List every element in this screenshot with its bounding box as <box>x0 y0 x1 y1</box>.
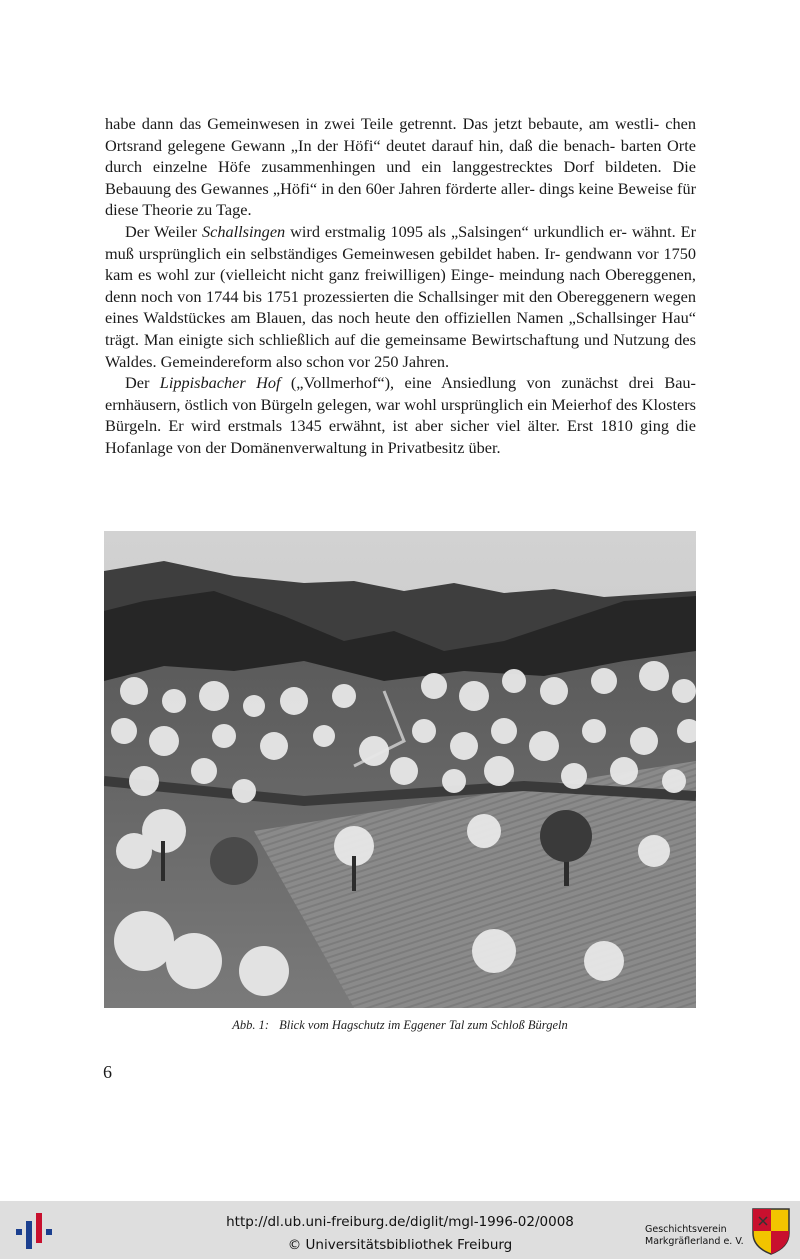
text-line: schließlich auf die gemeinsame Bewirtschaftung und Nutzung des Waldes. <box>105 329 696 371</box>
text-line: bildeten. Die Bebauung des Gewannes „Höfi“ in den 60er Jahren förderte aller- <box>105 157 696 198</box>
text-line: („Vollmerhof“), eine Ansiedlung von zunächst drei Bau- <box>280 373 696 393</box>
text-line: habe dann das Gemeinwesen in zwei Teile getrennt. Das jetzt bebaute, am westli- <box>105 114 660 133</box>
page-number: 6 <box>103 1062 112 1082</box>
text-line: wähnt. Er muß ursprünglich ein selbständiges Gemeinwesen gebildet haben. Ir- <box>105 221 697 263</box>
text-line: noch heute den offiziellen Namen „Schallsinger Hau“ trägt. Man einigte sich <box>105 308 696 349</box>
text-line: barten Orte durch einzelne Höfe zusammenhingen und ein langgestrecktes Dorf <box>105 135 696 177</box>
coat-of-arms-icon <box>751 1207 791 1255</box>
landscape-photo <box>104 531 696 1008</box>
paragraph-1 <box>105 113 696 221</box>
source-url-link[interactable]: http://dl.ub.uni-freiburg.de/diglit/mgl-1996-02/0008 <box>226 1214 574 1230</box>
text-line: wird erstmalig 1095 als „Salsingen“ urkundlich er- <box>285 221 627 241</box>
copyright-notice: © Universitätsbibliothek Freiburg <box>287 1237 513 1253</box>
society-name <box>645 1224 744 1248</box>
text-line: Klosters Bürgeln. Er wird erstmals 1345 erwähnt, ist aber sicher viel älter. Erst <box>105 394 696 436</box>
caption-text: Blick vom Hagschutz im Eggener Tal zum Schloß Bürgeln <box>279 1018 568 1032</box>
caption-label: Abb. 1: <box>232 1018 270 1032</box>
society-line: Markgräflerland e. V. <box>645 1236 744 1247</box>
text-line: chen Ortsrand gelegene Gewann „In der Höfi“ deutet darauf hin, daß die benach- <box>105 114 696 155</box>
footer-bar <box>0 1201 800 1259</box>
text-line: Schallsinger mit den Obereggenern wegen eines Waldstückes am Blauen, das <box>105 286 696 328</box>
society-line: Geschichtsverein <box>645 1224 727 1235</box>
figure-caption <box>0 1018 800 1033</box>
place-name-italic: Lippisbacher Hof <box>159 373 281 393</box>
text-line: Gemeindereform also schon vor 250 Jahren. <box>160 351 450 371</box>
text-line: dings keine Beweise für diese Theorie zu Tage. <box>105 178 697 220</box>
paragraph-2 <box>105 221 696 372</box>
text-line: Der <box>125 373 160 393</box>
text-line: ernhäusern, östlich von Bürgeln gelegen, war wohl ursprünglich ein Meierhof des <box>105 394 638 414</box>
paragraph-3 <box>105 372 696 458</box>
body-text <box>105 113 696 459</box>
text-line: gendwann vor 1750 kam es wohl zur (vielleicht nicht ganz freiwilligen) Einge- <box>105 243 697 285</box>
text-line: meindung nach Obereggenen, denn noch von 1744 bis 1751 prozessierten die <box>105 265 696 306</box>
text-line: Der Weiler <box>125 221 202 241</box>
text-line: 1810 ging die Hofanlage von der Domänenverwaltung in Privatbesitz über. <box>105 416 697 457</box>
place-name-italic: Schallsingen <box>201 221 286 241</box>
